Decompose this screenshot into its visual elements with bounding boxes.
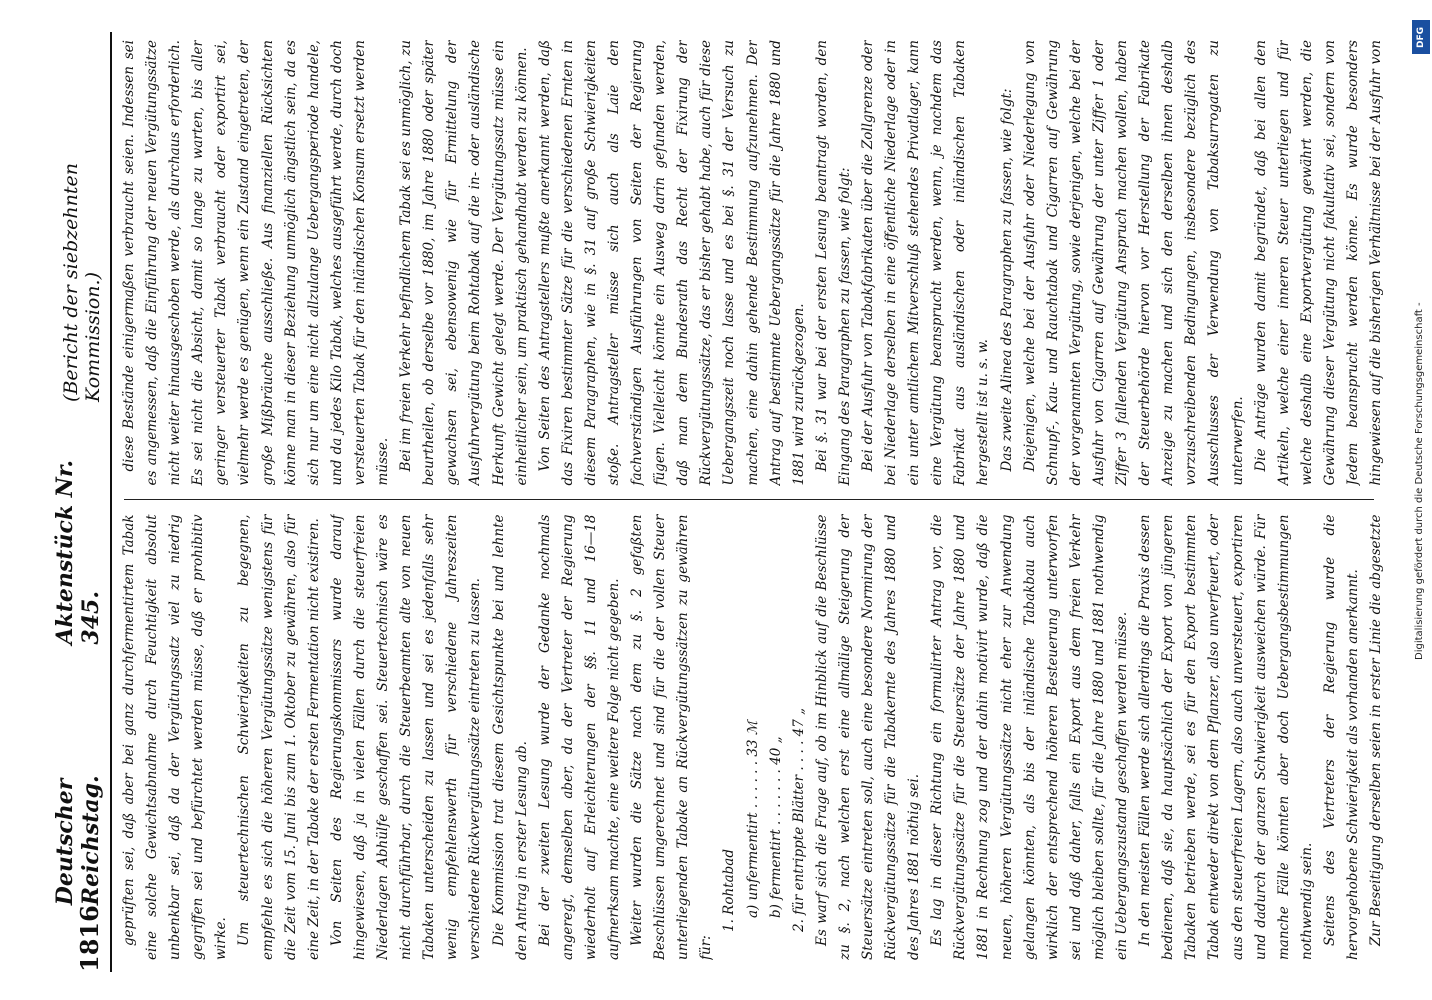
paragraph: Seitens des Vertreters der Regierung wurde die hervorgehobene Schwierigkeit als vorhanden anerkannt. [1321, 514, 1361, 960]
paragraph: Von Seiten des Regierungskommissars wurde darauf hingewiesen, daß ja in vielen Fällen durch die steuerfreien Niederlagen Abhülfe geschaffen sei. Steuertechnisch wäre es nicht durchführbar, durch die Steuerbeamten alte von neuen Tabaken unterscheiden zu lassen und sei es jedenfalls sehr wenig empfehlenswerth für verschiedene Jahreszeiten verschiedene Rückvergütungssätze eintreten zu lassen. [328, 514, 484, 960]
paragraph: Es lag in dieser Richtung ein formulirter Antrag vor, die Rückvergütungssätze für die Steuersätze der Jahre 1880 und 1881 in Rechnung zog und der dahin motivirt wurde, daß die neuen, höheren Vergütungssätze nicht eher zur Anwendung gelangen könnten, als bis der inländische Tabakbau auch wirklich der entsprechend höheren Besteuerung unterworfen sei und daß daher, falls ein Export aus dem freien Verkehr möglich bleiben sollte, für die Jahre 1880 und 1881 nothwendig ein Uebergangszustand geschaffen werden müsse. [929, 514, 1131, 960]
paragraph: Die Kommission trat diesem Gesichtspunkte bei und lehnte den Antrag in erster Lesung ab. [490, 514, 530, 960]
report-subtitle: (Bericht der siebzehnten Kommission.) [60, 162, 104, 402]
digitization-credit: Digitalisierung gefördert durch die Deutsche Forschungsgemeinschaft - [1414, 302, 1425, 660]
page-number: 1816 [75, 905, 104, 972]
paragraph: 1. Rohtabad [721, 849, 738, 932]
paragraph: Die Anträge wurden damit begründet, daß bei allen den Artikeln, welche einer inneren Steuer unterliegen und für welche deshalb eine Exportvergütung gewährt werden, die Gewährung dieser Vergütung nicht fakultativ sei, sondern von Jedem beansprucht werden könne. Es wurde besonders hingewiesen auf die bisherigen Verhältnisse bei der Ausfuhr von [1252, 40, 1385, 486]
paragraph: Bei der zweiten Lesung wurde der Gedanke nochmals angeregt, demselben aber, da der Vertreter der Regierung wiederholt auf Erleichterungen der §§. 11 und 16—18 aufmerksam machte, eine weitere Folge nicht gegeben. [536, 514, 622, 960]
paragraph: Bei der Ausfuhr von Tabakfabrikaten über die Zollgrenze oder bei Niederlage derselben in eine öffentliche Niederlage oder in ein unter amtlichem Mitverschluß stehendes Privatlager, kann eine Vergütung beansprucht werden, wenn, je nachdem das Fabrikat aus ausländischen oder inländischen Tabaken hergestellt ist u. s. w. [860, 40, 992, 486]
dfg-logo: DFG [1412, 20, 1430, 54]
left-column [118, 515, 1388, 961]
text-body [118, 40, 1388, 960]
paragraph: geprüften sei, daß aber bei ganz durchfermentirtem Tabak eine solche Gewichtsabnahme durch Feuchtigkeit absolut unbenkbar sei, daß da der Vergütungssatz viel zu niedrig gegriffen sei und befürchtet werden müsse, daß er prohibitiv wirke. [121, 514, 230, 960]
paragraph: Um steuertechnischen Schwierigkeiten zu begegnen, empfehle es sich die höheren Vergütungssätze wenigstens für die Zeit vom 15. Juni bis zum 1. Oktober zu gewähren, also für eine Zeit, in der Tabake der ersten Fermentation nicht existiren. [236, 514, 322, 960]
paragraph: Von Seiten des Antragstellers mußte anerkannt werden, daß das Fixiren bestimmter Sätze für die verschiedenen Ernten in diesem Paragraphen, wie in §. 31 auf große Schwierigkeiten stoße. Antragsteller müsse sich auch als Laie den fachverständigen Ausführungen von Seiten der Regierung fügen. Vielleicht könnte ein Ausweg darin gefunden werden, daß man dem Bundesrath das Recht der Fixirung der Rückvergütungssätze, das er bisher gehabt habe, auch für diese Uebergangszeit noch lasse und es bei §. 31 der Versuch zu machen, eine dahin gehende Bestimmung aufzunehmen. Der Antrag auf bestimmte Uebergangssätze für die Jahre 1880 und 1881 wird zurückgezogen. [536, 40, 807, 486]
column-divider [124, 500, 1374, 501]
paragraph: Das zweite Alinea des Paragraphen zu fassen, wie folgt: [998, 88, 1015, 472]
paragraph: Weiter wurden die Sätze nach dem zu §. 2 gefaßten Beschlüssen umgerechnet und sind für die der vollen Steuer unterliegenden Tabake an Rückvergütungssätzen zu gewähren für: [629, 514, 715, 960]
document-number: Aktenstück Nr. 345. [52, 459, 104, 645]
paragraph: Es warf sich die Frage auf, ob im Hinblick auf die Beschlüsse zu §. 2, nach welchen erst eine allmälige Steigerung der Steuersätze eintreten soll, auch eine besondere Normirung der Rückvergütungssätze für die Tabakernte des Jahres 1880 und des Jahres 1881 nöthig sei. [813, 514, 923, 960]
publication-title: Deutscher Reichstag. [52, 775, 104, 906]
right-column [118, 40, 1388, 486]
page-header [44, 32, 112, 972]
paragraph: a) unfermentirt . . . . . . 33 ℳ [744, 720, 761, 918]
paragraph: Diejenigen, welche bei der Ausfuhr oder Niederlegung von Schnupf-, Kau- und Rauchtabak und Cigarren auf Gewährung der vorgenannten Vergütung, sowie derjenigen, welche bei der Ausfuhr von Cigarren auf Gewährung der unter Ziffer 1 oder Ziffer 3 fallenden Vergütung Anspruch machen wollen, haben der Steuerbehörde hiervon vor Herstellung der Fabrikate Anzeige zu machen und sich den derselben ihnen deshalb vorzuschreibenden Bedingungen, insbesondere bezüglich des Ausschlusses der Verwendung von Tabaksurrogaten zu unterwerfen. [1021, 40, 1246, 486]
paragraph: b) fermentirt . . . . . . . 40 „ [767, 736, 784, 918]
paragraph: diese Bestände einigermaßen verbraucht seien. Indessen sei es angemessen, daß die Einführung der neuen Vergütungssätze nicht weiter hinausgeschoben werde, als durchaus erforderlich. Es sei nicht die Absicht, damit so lange zu warten, bis aller geringer versteuerter Tabak verbraucht oder exportirt sei, vielmehr werde es genügen, wenn ein Zustand eingetreten, der große Mißbräuche ausschließe. Aus finanziellen Rücksichten könne man in dieser Beziehung unmöglich ängstlich sein, da es sich nur um eine nicht allzulange Uebergangsperiode handele, und da jedes Kilo Tabak, welches ausgeführt werde, durch doch versteuerten Tabak für den inländischen Konsum ersetzt werden müsse. [121, 40, 392, 486]
paragraph: Zur Beseitigung derselben seien in erster Linie die abgesetzte [1368, 514, 1385, 946]
paragraph: 2. für entrippte Blätter . . . . 47 „ [790, 707, 807, 932]
paragraph: Bei im freien Verkehr befindlichem Tabak sei es unmöglich, zu beurtheilen, ob derselbe vor 1880, im Jahre 1880 oder später gewachsen sei, ebensowenig wie für Ermittelung der Ausfuhrvergütung beim Rohtabak auf die in- oder ausländische Herkunft Gewicht gelegt werde. Der Vergütungssatz müsse ein einheitlicher sein, um praktisch gehandhabt werden zu können. [398, 40, 530, 486]
paragraph: Bei §. 31 war bei der ersten Lesung beantragt worden, den Eingang des Paragraphen zu fassen, wie folgt: [813, 40, 853, 486]
paragraph: In den meisten Fällen werde sich allerdings die Praxis dessen bedienen, daß sie, da hauptsächlich der Export von jüngeren Tabaken betrieben werde, sei es für den Export bestimmten Tabak entweder direkt von dem Pflanzer, also unverfeuert, oder aus den steuerfreien Lagern, also auch unversteuert, exportiren und dadurch der ganzen Schwierigkeit ausweichen würde. Für manche Fälle könnten aber doch Uebergangsbestimmungen nothwendig sein. [1137, 514, 1315, 960]
